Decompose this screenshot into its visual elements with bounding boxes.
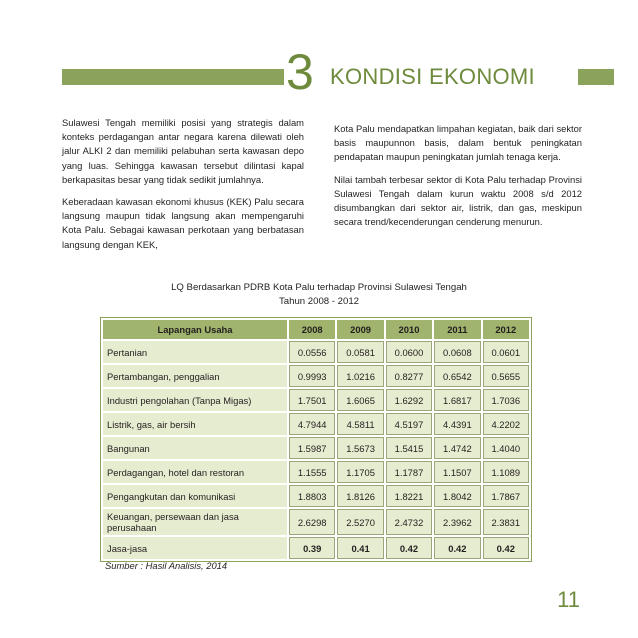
value-cell: 1.7036	[483, 389, 529, 411]
value-cell: 1.1705	[337, 461, 383, 483]
table-row	[103, 365, 529, 387]
value-cell: 1.8126	[337, 485, 383, 507]
paragraph: Keberadaan kawasan ekonomi khusus (KEK) Palu secara langsung maupun tidak langsung akan mempengaruhi Kota Palu. Sebagai kawasan perkotaan yang berbatasan langsung dengan KEK,	[62, 196, 304, 250]
value-cell: 0.5655	[483, 365, 529, 387]
sector-cell: Keuangan, persewaan dan jasa perusahaan	[103, 509, 287, 535]
column-header: 2009	[337, 320, 383, 339]
value-cell: 1.5415	[386, 437, 432, 459]
chapter-number: 3	[286, 44, 314, 100]
value-cell: 0.0581	[337, 341, 383, 363]
table-row	[103, 537, 529, 559]
value-cell: 1.8221	[386, 485, 432, 507]
value-cell: 1.5673	[337, 437, 383, 459]
value-cell: 0.39	[289, 537, 335, 559]
table-caption-years: Tahun 2008 - 2012	[278, 296, 359, 307]
value-cell: 0.0556	[289, 341, 335, 363]
table-row	[103, 341, 529, 363]
paragraph: Kota Palu mendapatkan limpahan kegiatan, baik dari sektor basis maupunnon basis, dalam bentuk peningkatan pendapatan maupun peningkatan jumlah tenaga kerja.	[334, 123, 582, 163]
value-cell: 0.6542	[434, 365, 480, 387]
value-cell: 0.0600	[386, 341, 432, 363]
lq-table	[100, 317, 532, 562]
value-cell: 1.4742	[434, 437, 480, 459]
value-cell: 1.0216	[337, 365, 383, 387]
value-cell: 0.42	[483, 537, 529, 559]
value-cell: 1.6065	[337, 389, 383, 411]
value-cell: 0.42	[386, 537, 432, 559]
table-row	[103, 509, 529, 535]
value-cell: 1.8042	[434, 485, 480, 507]
header-band-right	[578, 69, 614, 85]
value-cell: 1.1787	[386, 461, 432, 483]
value-cell: 2.5270	[337, 509, 383, 535]
right-text-column	[334, 122, 582, 237]
value-cell: 1.5987	[289, 437, 335, 459]
header-band-left	[62, 69, 284, 85]
paragraph: Sulawesi Tengah memiliki posisi yang strategis dalam konteks perdagangan antar negara karena dilewati oleh jalur ALKI 2 dan memiliki pelabuhan serta kawasan depo yang luas. Sehingga kawasan tersebut dilintasi kapal berkapasitas besar yang tidak sedikit jumlahnya.	[62, 117, 304, 185]
column-header: 2011	[434, 320, 480, 339]
value-cell: 0.8277	[386, 365, 432, 387]
value-cell: 1.6292	[386, 389, 432, 411]
sector-cell: Perdagangan, hotel dan restoran	[103, 461, 287, 483]
sector-cell: Pertanian	[103, 341, 287, 363]
value-cell: 2.3831	[483, 509, 529, 535]
value-cell: 0.0601	[483, 341, 529, 363]
value-cell: 2.3962	[434, 509, 480, 535]
left-text-column	[62, 116, 304, 260]
chapter-title: KONDISI EKONOMI	[330, 64, 535, 89]
value-cell: 0.9993	[289, 365, 335, 387]
value-cell: 1.7501	[289, 389, 335, 411]
table-source: Sumber : Hasil Analisis, 2014	[105, 560, 228, 571]
column-header: 2012	[483, 320, 529, 339]
value-cell: 2.4732	[386, 509, 432, 535]
value-cell: 4.5197	[386, 413, 432, 435]
value-cell: 0.41	[337, 537, 383, 559]
table-row	[103, 461, 529, 483]
table-row	[103, 485, 529, 507]
value-cell: 1.6817	[434, 389, 480, 411]
value-cell: 0.42	[434, 537, 480, 559]
value-cell: 1.1507	[434, 461, 480, 483]
paragraph: Nilai tambah terbesar sektor di Kota Palu terhadap Provinsi Sulawesi Tengah dalam kurun waktu 2008 s/d 2012 disumbangkan dari sektor air, listrik, dan gas, meskipun secara trend/kecenderungan cenderung menurun.	[334, 173, 582, 228]
table-caption-title: LQ Berdasarkan PDRB Kota Palu terhadap Provinsi Sulawesi Tengah	[171, 282, 467, 293]
value-cell: 4.4391	[434, 413, 480, 435]
value-cell: 4.2202	[483, 413, 529, 435]
value-cell: 2.6298	[289, 509, 335, 535]
sector-cell: Industri pengolahan (Tanpa Migas)	[103, 389, 287, 411]
table-row	[103, 437, 529, 459]
sector-cell: Bangunan	[103, 437, 287, 459]
value-cell: 1.8803	[289, 485, 335, 507]
sector-cell: Pengangkutan dan komunikasi	[103, 485, 287, 507]
sector-cell: Pertambangan, penggalian	[103, 365, 287, 387]
table-row	[103, 389, 529, 411]
value-cell: 1.4040	[483, 437, 529, 459]
value-cell: 1.7867	[483, 485, 529, 507]
column-header: 2010	[386, 320, 432, 339]
value-cell: 4.7944	[289, 413, 335, 435]
table-header-row	[103, 320, 529, 339]
value-cell: 1.1089	[483, 461, 529, 483]
value-cell: 4.5811	[337, 413, 383, 435]
page-number: 11	[557, 587, 580, 612]
value-cell: 0.0608	[434, 341, 480, 363]
column-header: Lapangan Usaha	[103, 320, 287, 339]
sector-cell: Jasa-jasa	[103, 537, 287, 559]
table-caption	[62, 281, 576, 309]
table-row	[103, 413, 529, 435]
value-cell: 1.1555	[289, 461, 335, 483]
column-header: 2008	[289, 320, 335, 339]
sector-cell: Listrik, gas, air bersih	[103, 413, 287, 435]
